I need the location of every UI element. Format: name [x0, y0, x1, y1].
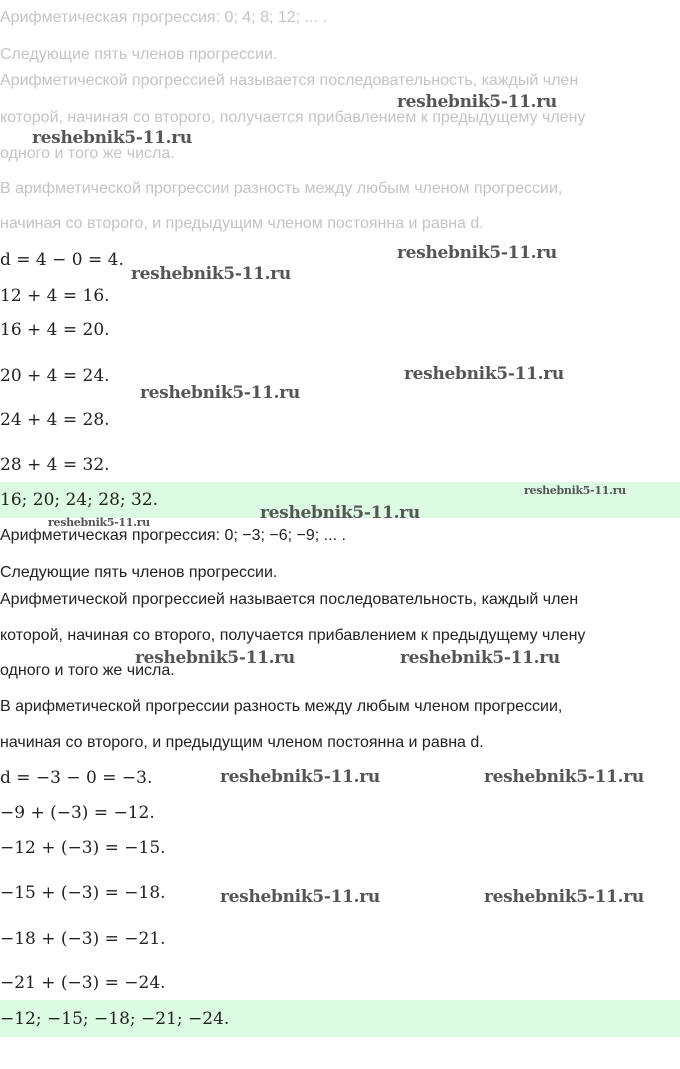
task1-calc-4: 20 + 4 = 24.	[0, 366, 110, 386]
task2-answer: −12; −15; −18; −21; −24.	[0, 1009, 230, 1029]
task2-line-5: В арифметической прогрессии разность между любым членом прогрессии,	[0, 698, 563, 715]
task2-line-3: которой, начиная со второго, получается прибавлением к предыдущему члену	[0, 627, 586, 644]
watermark: reshebnik5-11.ru	[400, 648, 560, 668]
task1-line-5: В арифметической прогрессии разность между любым членом прогрессии,	[0, 180, 563, 197]
task1-answer: 16; 20; 24; 28; 32.	[0, 490, 159, 510]
task2-calc-3: −12 + (−3) = −15.	[0, 838, 166, 858]
task2-calc-6: −21 + (−3) = −24.	[0, 973, 166, 993]
task2-calc-2: −9 + (−3) = −12.	[0, 803, 155, 823]
watermark: reshebnik5-11.ru	[397, 92, 557, 112]
watermark: reshebnik5-11.ru	[220, 887, 380, 907]
watermark: reshebnik5-11.ru	[140, 383, 300, 403]
task1-line-6: начиная со второго, и предыдущим членом постоянна и равна d.	[0, 215, 484, 232]
task2-calc-5: −18 + (−3) = −21.	[0, 929, 166, 949]
watermark: reshebnik5-11.ru	[404, 364, 564, 384]
task1-line-3: которой, начиная со второго, получается прибавлением к предыдущему члену	[0, 109, 586, 126]
watermark: reshebnik5-11.ru	[397, 243, 557, 263]
watermark: reshebnik5-11.ru	[32, 128, 192, 148]
task2-line-1: Следующие пять членов прогрессии.	[0, 564, 278, 581]
task2-line-2: Арифметической прогрессией называется последовательность, каждый член	[0, 591, 579, 608]
task1-line-1: Следующие пять членов прогрессии.	[0, 46, 278, 63]
task2-calc-1: d = −3 − 0 = −3.	[0, 768, 153, 788]
task2-calc-4: −15 + (−3) = −18.	[0, 883, 166, 903]
task1-line-2: Арифметической прогрессией называется последовательность, каждый член	[0, 72, 579, 89]
task1-calc-1: d = 4 − 0 = 4.	[0, 250, 124, 270]
watermark: reshebnik5-11.ru	[260, 503, 420, 523]
watermark: reshebnik5-11.ru	[131, 264, 291, 284]
task1-calc-5: 24 + 4 = 28.	[0, 410, 110, 430]
watermark: reshebnik5-11.ru	[48, 516, 150, 529]
task1-line-4: одного и того же числа.	[0, 145, 175, 162]
watermark: reshebnik5-11.ru	[135, 648, 295, 668]
watermark: reshebnik5-11.ru	[220, 767, 380, 787]
task1-calc-6: 28 + 4 = 32.	[0, 455, 110, 475]
task1-calc-2: 12 + 4 = 16.	[0, 286, 110, 306]
task2-line-4: одного и того же числа.	[0, 662, 175, 679]
watermark: reshebnik5-11.ru	[524, 484, 626, 497]
task1-title: Арифметическая прогрессия: 0; 4; 8; 12; ... .	[0, 9, 327, 26]
task2-line-6: начиная со второго, и предыдущим членом постоянна и равна d.	[0, 734, 484, 751]
watermark: reshebnik5-11.ru	[484, 767, 644, 787]
watermark: reshebnik5-11.ru	[484, 887, 644, 907]
task2-title: Арифметическая прогрессия: 0; −3; −6; −9; ... .	[0, 527, 346, 544]
task1-calc-3: 16 + 4 = 20.	[0, 320, 110, 340]
